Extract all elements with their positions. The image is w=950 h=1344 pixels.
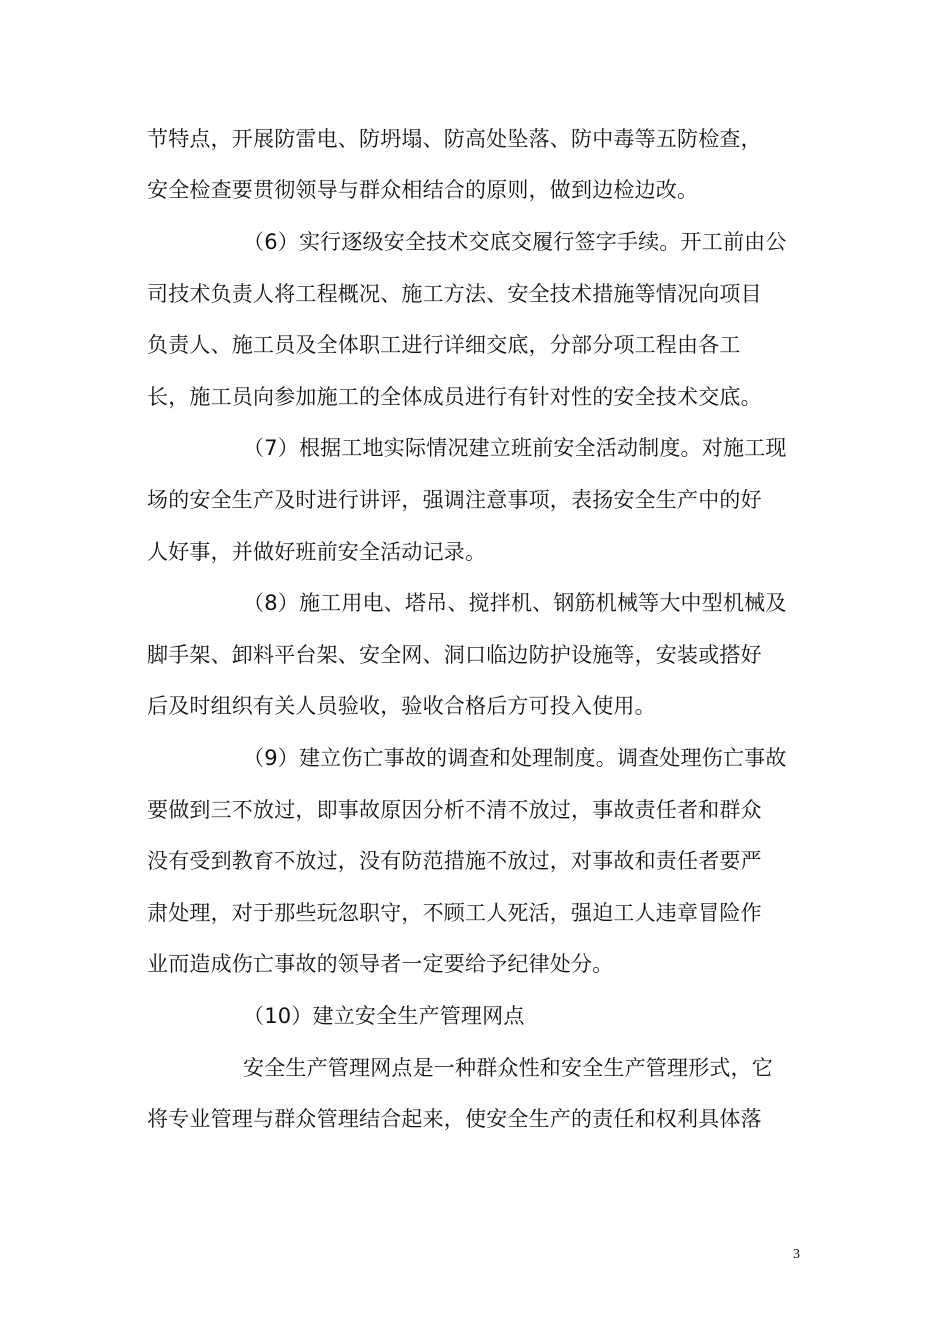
text-line: 业而造成伤亡事故的领导者一定要给予纪律处分。 [147,952,614,976]
text-line: 负责人、施工员及全体职工进行详细交底，分部分项工程由各工 [147,333,741,357]
text-line: 安全生产管理网点是一种群众性和安全生产管理形式，它 [243,1056,773,1080]
text-line: 安全检查要贯彻领导与群众相结合的原则，做到边检边改。 [147,178,699,202]
text-line: 节特点，开展防雷电、防坍塌、防高处坠落、防中毒等五防检查， [147,127,762,151]
text-line: （10）建立安全生产管理网点 [243,1004,525,1028]
text-line: 长，施工员向参加施工的全体成员进行有针对性的安全技术交底。 [147,385,762,409]
text-line: 后及时组织有关人员验收，验收合格后方可投入使用。 [147,694,656,718]
page-number: 3 [793,1247,800,1262]
text-line: 要做到三不放过，即事故原因分析不清不放过，事故责任者和群众 [147,798,762,822]
text-line: （9）建立伤亡事故的调查和处理制度。调查处理伤亡事故 [243,746,787,770]
text-line: 没有受到教育不放过，没有防范措施不放过，对事故和责任者要严 [147,849,762,873]
text-line: （6）实行逐级安全技术交底交履行签字手续。开工前由公 [243,230,787,254]
text-line: （7）根据工地实际情况建立班前安全活动制度。对施工现 [243,436,787,460]
text-line: 场的安全生产及时进行讲评，强调注意事项，表扬安全生产中的好 [147,488,762,512]
text-line: 将专业管理与群众管理结合起来，使安全生产的责任和权利具体落 [147,1107,762,1131]
text-line: 肃处理，对于那些玩忽职守，不顾工人死活，强迫工人违章冒险作 [147,901,762,925]
text-line: 司技术负责人将工程概况、施工方法、安全技术措施等情况向项目 [147,282,762,306]
text-line: （8）施工用电、塔吊、搅拌机、钢筋机械等大中型机械及 [243,591,787,615]
text-line: 脚手架、卸料平台架、安全网、洞口临边防护设施等，安装或搭好 [147,643,762,667]
text-line: 人好事，并做好班前安全活动记录。 [147,540,487,564]
